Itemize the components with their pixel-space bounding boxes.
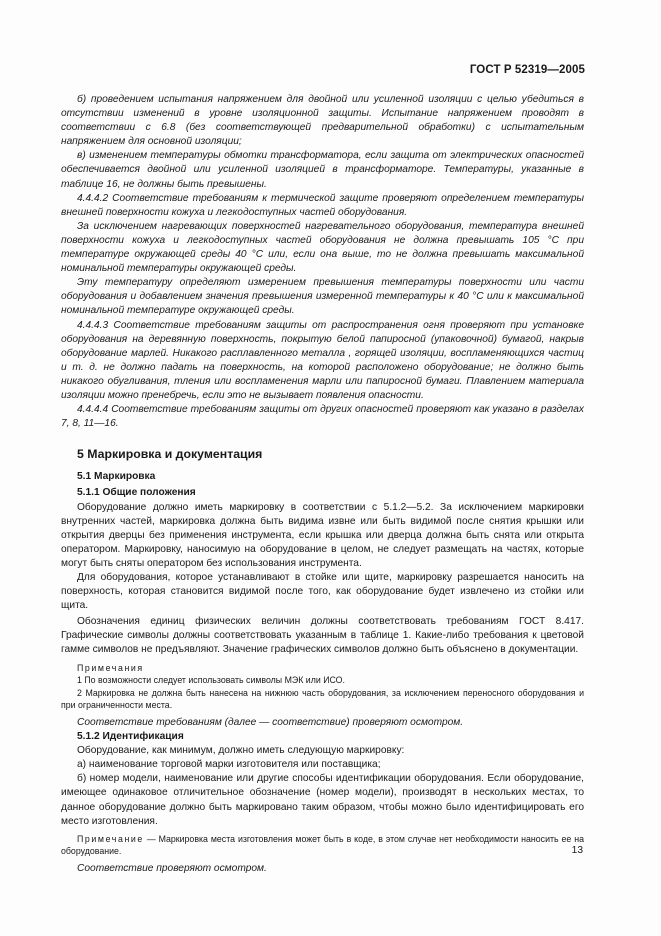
list-item-b: б) номер модели, наименование или другие способы идентификации оборудования. Если оборудование, имеющее одинаковое отличительное обозначение (номер модели), производят в нескольких местах, то данное оборудование должно быть маркировано таким образом, чтобы можно было идентифицировать его место изготовления.: [61, 773, 584, 827]
paragraph-4-4-4-3: 4.4.4.3 Соответствие требованиям защиты от распространения огня проверяют при установке оборудования на деревянную поверхность, покрытую белой папиросной (упаковочной) бумагой, накрыв оборудование марлей. Никакого расплавленного металла , горящей изоляции, воспламеняющихся частиц и т. д. не должно падать на поверхность, на которой расположено оборудование; не должно быть никакого обугливания, тления или воспламенения марли или папиросной бумаги. Плавлением материала изоляции можно пренебречь, если это не вызывает появления опасности.: [61, 319, 584, 401]
note-single-heading: Примечание: [77, 833, 144, 844]
subsection-5-1-2-heading: 5.1.2 Идентификация: [77, 731, 184, 743]
paragraph-5-1-1-rack: Для оборудования, которое устанавливают в стойке или щите, маркировку разрешается наносить на поверхность, которая становится видимой после того, как оборудование будет извлечено из стойки или щита.: [61, 572, 584, 612]
subsection-5-1-1-heading: 5.1.1 Общие положения: [77, 487, 196, 499]
note-single-text: — Маркировка места изготовления может быть в коде, в этом случае нет необходимости наносить ее на оборудование.: [61, 833, 584, 857]
paragraph-5-1-1-units: Обозначения единиц физических величин должны соответствовать требованиям ГОСТ 8.417. Графические символы должны соответствовать указанным в таблице 1. Какие-либо требования к цветовой гамме символов не предъявляют. Значение графических символов должно быть объяснено в документации.: [61, 616, 584, 656]
notes-heading: Примечания: [77, 662, 144, 673]
note-1: 1 По возможности следует использовать символы МЭК или ИСО.: [77, 675, 345, 686]
compliance-statement-1: Соответствие требованиям (далее — соответствие) проверяют осмотром.: [77, 716, 464, 728]
compliance-statement-2: Соответствие проверяют осмотром.: [77, 862, 267, 874]
paragraph-item-b: б) проведением испытания напряжением для двойной или усиленной изоляции с целью убедиться в отсутствии изменений в уровне изоляционной защиты. Испытание напряжением проводят в соответствии с 6.8 (без соответствующей предварительной обработки) с испытательным напряжением для основной изоляции;: [61, 94, 584, 148]
note-2: 2 Маркировка не должна быть нанесена на нижнюю часть оборудования, за исключением переносного оборудования и при ограниченности места.: [61, 687, 584, 711]
paragraph-4-4-4-4: 4.4.4.4 Соответствие требованиям защиты от других опасностей проверяют как указано в разделах 7, 8, 11—16.: [61, 404, 584, 430]
paragraph-5-1-1-marking: Оборудование должно иметь маркировку в соответствии с 5.1.2—5.2. За исключением маркировки внутренних частей, маркировка должна быть видима извне или быть видимой после снятия крышки или открытия дверцы без применения инструмента, если крышка или дверца должна быть снята или открыта оператором. Маркировку, наносимую на оборудование в целом, не следует размещать на частях, которые могут быть сняты оператором без использования инструмента.: [61, 501, 584, 569]
paragraph-4-4-4-2: 4.4.4.2 Соответствие требованиям к термической защите проверяют определением температуры внешней поверхности кожуха и легкодоступных частей оборудования.: [61, 192, 584, 218]
paragraph-temperature-limit: За исключением нагревающих поверхностей нагревательного оборудования, температура внешней поверхности кожуха и легкодоступных частей оборудования не должна превышать 105 °С при температуре окружающей среды 40 °С или, если она выше, то не должна превышать максимальной номинальной температуры окружающей среды.: [61, 220, 584, 275]
document-code-header: ГОСТ Р 52319—2005: [469, 64, 585, 76]
section-5-heading: 5 Маркировка и документация: [77, 447, 263, 462]
list-item-a: а) наименование торговой марки изготовителя или поставщика;: [77, 759, 381, 771]
subsection-5-1-heading: 5.1 Маркировка: [77, 471, 156, 483]
page-body: [61, 93, 584, 876]
note-single: [61, 833, 584, 858]
paragraph-5-1-2-intro: Оборудование, как минимум, должно иметь следующую маркировку:: [77, 745, 405, 757]
paragraph-temperature-measurement: Эту температуру определяют измерением превышения температуры поверхности или части оборудования и добавлением значения превышения измеренной температуры к 40 °С или к максимальной номинальной температуре окружающей среды.: [61, 277, 584, 317]
paragraph-item-v: в) изменением температуры обмотки трансформатора, если защита от электрических опасностей обеспечивается двойной или усиленной изоляцией в трансформаторе. Температуры, указанные в таблице 16, не должны быть превышены.: [61, 150, 584, 190]
page-number: 13: [571, 845, 583, 856]
